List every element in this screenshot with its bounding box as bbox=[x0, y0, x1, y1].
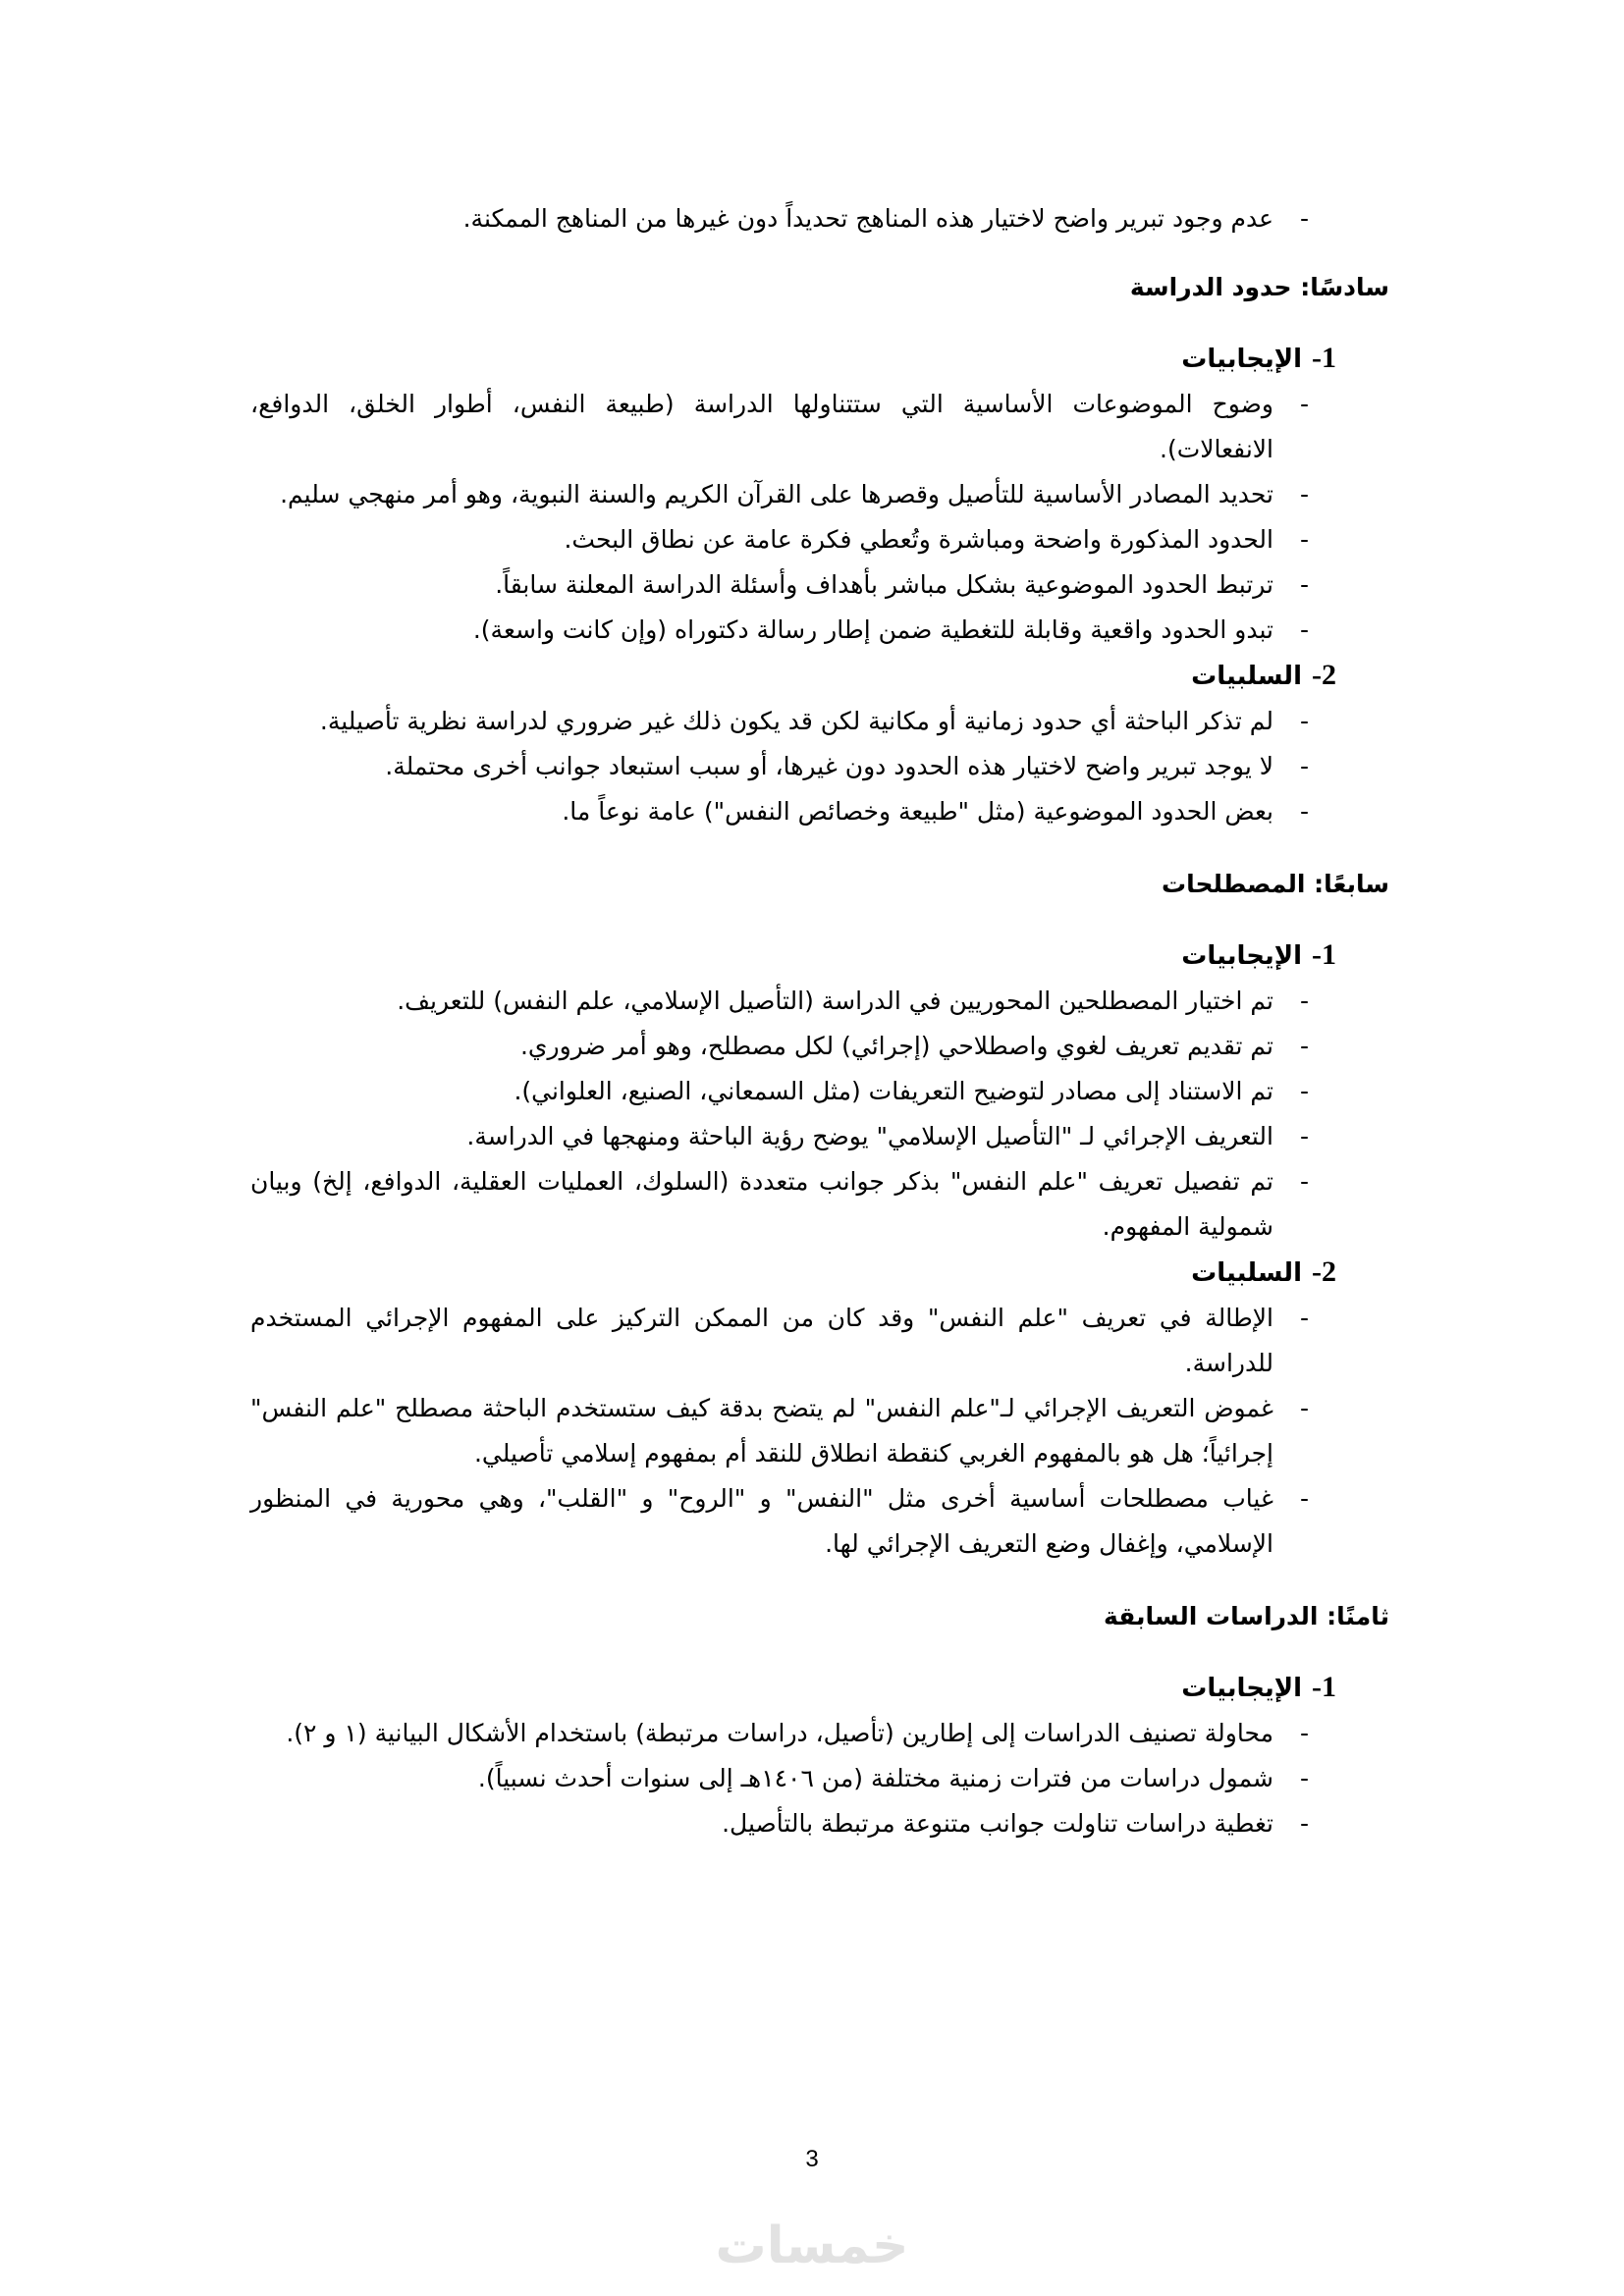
list-item bbox=[250, 608, 1389, 653]
list-item bbox=[250, 382, 1389, 472]
list-item-text: غموض التعريف الإجرائي لـ"علم النفس" لم يتضح بدقة كيف ستستخدم الباحثة مصطلح "علم النفس" إجرائياً؛ هل هو بالمفهوم الغربي كنقطة انطلاق للنقد أم بمفهوم إسلامي تأصيلي. bbox=[250, 1394, 1273, 1468]
bullet-dash: - bbox=[1299, 1394, 1309, 1422]
watermark-logo: خمسات bbox=[715, 2216, 909, 2275]
list-item bbox=[250, 1024, 1389, 1069]
list-item-text: تحديد المصادر الأساسية للتأصيل وقصرها على القرآن الكريم والسنة النبوية، وهو أمر منهجي سليم. bbox=[280, 480, 1273, 508]
list-item bbox=[250, 699, 1389, 744]
bullet-dash: - bbox=[1299, 480, 1309, 508]
group-number: 1- bbox=[1312, 938, 1336, 971]
list-item-text: تم اختيار المصطلحين المحوريين في الدراسة (التأصيل الإسلامي، علم النفس) للتعريف. bbox=[397, 987, 1273, 1015]
list-item-text: تبدو الحدود واقعية وقابلة للتغطية ضمن إطار رسالة دكتوراه (وإن كانت واسعة). bbox=[472, 615, 1273, 644]
bullet-dash: - bbox=[1299, 987, 1309, 1015]
list-item bbox=[250, 1756, 1389, 1801]
intro-list bbox=[250, 196, 1389, 241]
section bbox=[250, 265, 1389, 834]
bullet-dash: - bbox=[1299, 204, 1309, 233]
bullet-dash: - bbox=[1299, 615, 1309, 644]
sections-container bbox=[250, 265, 1389, 1846]
list-item bbox=[250, 196, 1389, 241]
page-number: 3 bbox=[805, 2146, 819, 2172]
list-item bbox=[250, 562, 1389, 608]
bullet-dash: - bbox=[1299, 1122, 1309, 1150]
document-page bbox=[250, 196, 1389, 1874]
list-item-text: تم تقديم تعريف لغوي واصطلاحي (إجرائي) لكل مصطلح، وهو أمر ضروري. bbox=[519, 1032, 1273, 1060]
list-item bbox=[250, 1114, 1389, 1159]
list-item-text: وضوح الموضوعات الأساسية التي ستتناولها الدراسة (طبيعة النفس، أطوار الخلق، الدوافع، الانفعالات). bbox=[250, 390, 1273, 463]
group-number: 1- bbox=[1312, 342, 1336, 374]
bullet-dash: - bbox=[1299, 525, 1309, 554]
bullet-dash: - bbox=[1299, 1077, 1309, 1105]
list-item-text: محاولة تصنيف الدراسات إلى إطارين (تأصيل، دراسات مرتبطة) باستخدام الأشكال البيانية (١ و ٢). bbox=[286, 1719, 1273, 1747]
bullet-dash: - bbox=[1299, 1764, 1309, 1792]
list-item-text: غياب مصطلحات أساسية أخرى مثل "النفس" و "الروح" و "القلب"، وهي محورية في المنظور الإسلامي، وإغفال وضع التعريف الإجرائي لها. bbox=[250, 1484, 1273, 1558]
group-number: 2- bbox=[1312, 1255, 1336, 1288]
list-item bbox=[250, 517, 1389, 562]
group-title-text: السلبيات bbox=[1191, 1258, 1302, 1288]
bullet-dash: - bbox=[1299, 1484, 1309, 1513]
list-item-text: شمول دراسات من فترات زمنية مختلفة (من ١٤٠٦هـ إلى سنوات أحدث نسبياً). bbox=[477, 1764, 1273, 1792]
bullet-dash: - bbox=[1299, 1167, 1309, 1196]
group-number: 1- bbox=[1312, 1671, 1336, 1703]
group-title bbox=[250, 1250, 1389, 1296]
list-item-text: لا يوجد تبرير واضح لاختيار هذه الحدود دون غيرها، أو سبب استبعاد جوانب أخرى محتملة. bbox=[385, 752, 1273, 780]
group-title bbox=[250, 653, 1389, 699]
bullet-dash: - bbox=[1299, 797, 1309, 826]
list-item-text: الحدود المذكورة واضحة ومباشرة وتُعطي فكرة عامة عن نطاق البحث. bbox=[564, 525, 1273, 554]
group-title-text: الإيجابيات bbox=[1181, 1674, 1302, 1703]
section-heading: سابعًا: المصطلحات bbox=[1162, 870, 1389, 898]
list-item-text: لم تذكر الباحثة أي حدود زمانية أو مكانية لكن قد يكون ذلك غير ضروري لدراسة نظرية تأصيلية. bbox=[319, 707, 1273, 735]
group-number: 2- bbox=[1312, 659, 1336, 691]
bullet-dash: - bbox=[1299, 707, 1309, 735]
list-item bbox=[250, 1801, 1389, 1846]
bullet-dash: - bbox=[1299, 1032, 1309, 1060]
section bbox=[250, 1594, 1389, 1846]
list-item-text: الإطالة في تعريف "علم النفس" وقد كان من الممكن التركيز على المفهوم الإجرائي المستخدم للدراسة. bbox=[250, 1304, 1273, 1377]
bullet-dash: - bbox=[1299, 1809, 1309, 1838]
list-item bbox=[250, 1296, 1389, 1386]
list-item bbox=[250, 1069, 1389, 1114]
list-item bbox=[250, 1386, 1389, 1476]
bullet-dash: - bbox=[1299, 1719, 1309, 1747]
group-title-text: الإيجابيات bbox=[1181, 941, 1302, 971]
list-item bbox=[250, 1476, 1389, 1567]
list-item-text: تم الاستناد إلى مصادر لتوضيح التعريفات (مثل السمعاني، الصنيع، العلواني). bbox=[514, 1077, 1273, 1105]
list-item-text: تم تفصيل تعريف "علم النفس" بذكر جوانب متعددة (السلوك، العمليات العقلية، الدوافع، إلخ) وبيان شمولية المفهوم. bbox=[250, 1167, 1273, 1241]
bullet-dash: - bbox=[1299, 752, 1309, 780]
list-item bbox=[250, 1711, 1389, 1756]
list-item bbox=[250, 472, 1389, 517]
list-item-text: تغطية دراسات تناولت جوانب متنوعة مرتبطة بالتأصيل. bbox=[722, 1809, 1273, 1838]
group-title bbox=[250, 1665, 1389, 1711]
list-item-text: عدم وجود تبرير واضح لاختيار هذه المناهج تحديداً دون غيرها من المناهج الممكنة. bbox=[462, 204, 1273, 233]
group-title bbox=[250, 933, 1389, 979]
list-item bbox=[250, 744, 1389, 789]
group-title bbox=[250, 336, 1389, 382]
list-item bbox=[250, 979, 1389, 1024]
list-item-text: بعض الحدود الموضوعية (مثل "طبيعة وخصائص النفس") عامة نوعاً ما. bbox=[562, 797, 1273, 826]
list-item-text: التعريف الإجرائي لـ "التأصيل الإسلامي" يوضح رؤية الباحثة ومنهجها في الدراسة. bbox=[466, 1122, 1273, 1150]
list-item bbox=[250, 789, 1389, 834]
group-title-text: السلبيات bbox=[1191, 662, 1302, 691]
section-heading: سادسًا: حدود الدراسة bbox=[1129, 273, 1389, 301]
group-title-text: الإيجابيات bbox=[1181, 345, 1302, 374]
section bbox=[250, 862, 1389, 1567]
list-item bbox=[250, 1159, 1389, 1250]
section-heading: ثامنًا: الدراسات السابقة bbox=[1103, 1602, 1389, 1630]
bullet-dash: - bbox=[1299, 1304, 1309, 1332]
bullet-dash: - bbox=[1299, 570, 1309, 599]
bullet-dash: - bbox=[1299, 390, 1309, 418]
list-item-text: ترتبط الحدود الموضوعية بشكل مباشر بأهداف وأسئلة الدراسة المعلنة سابقاً. bbox=[495, 570, 1273, 599]
